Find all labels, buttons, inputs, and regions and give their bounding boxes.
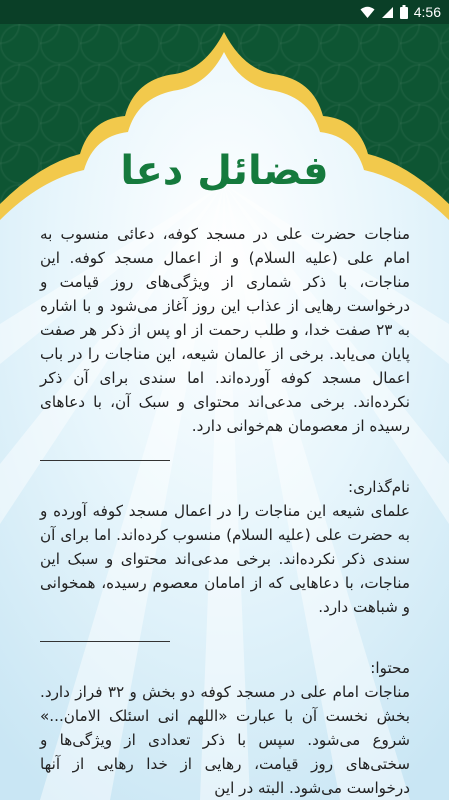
battery-icon — [400, 5, 408, 19]
content-scroll[interactable] — [40, 222, 410, 797]
section-divider — [40, 460, 170, 461]
page-title: فضائل دعا — [120, 148, 329, 194]
status-bar — [0, 0, 449, 24]
wifi-icon — [360, 6, 375, 19]
naming-paragraph: علمای شیعه این مناجات را در اعمال مسجد کوفه آورده و به حضرت علی (علیه السلام) منسوب کرده‌اند. اما برای آن سندی ذکر نکرده‌اند. برخی مدعی‌اند محتوای و سبک این مناجات، با دعاهایی که از امامان معصوم رسیده، همخوانی و شباهت دارد. — [40, 502, 410, 616]
intro-paragraph: مناجات حضرت علی در مسجد کوفه، دعائی منسوب به امام علی (علیه السلام) و از اعمال مسجد کوفه. این مناجات، با ذکر شماری از ویژگی‌های روز قیامت و درخواست رهایی از عذاب این روز آغاز می‌شود و با اشاره به ۲۳ صفت خدا، و طلب رحمت از او پس از ذکر هر صفت پایان می‌یابد. برخی از عالمان شیعه، این مناجات را در باب اعمال مسجد کوفه آورده‌اند. اما سندی برای آن ذکر نکرده‌اند. برخی مدعی‌اند محتوای و سبک آن، با دعاهای رسیده از معصومان هم‌خوانی دارد. — [40, 225, 410, 435]
signal-icon — [381, 6, 394, 19]
content-heading: محتوا: — [370, 659, 410, 677]
section-divider — [40, 641, 170, 642]
content-paragraph: مناجات امام علی در مسجد کوفه دو بخش و ۳۲ فراز دارد. بخش نخست آن با عبارت «اللهم انی اسئلک الامان...» شروع می‌شود. سپس با ذکر تعدادی از ویژگی‌ها و سختی‌های روز قیامت، رهایی از خدا رهایی از آنها درخواست می‌شود. البته در این — [40, 683, 410, 797]
naming-heading: نام‌گذاری: — [347, 478, 410, 496]
status-time: 4:56 — [413, 4, 441, 20]
